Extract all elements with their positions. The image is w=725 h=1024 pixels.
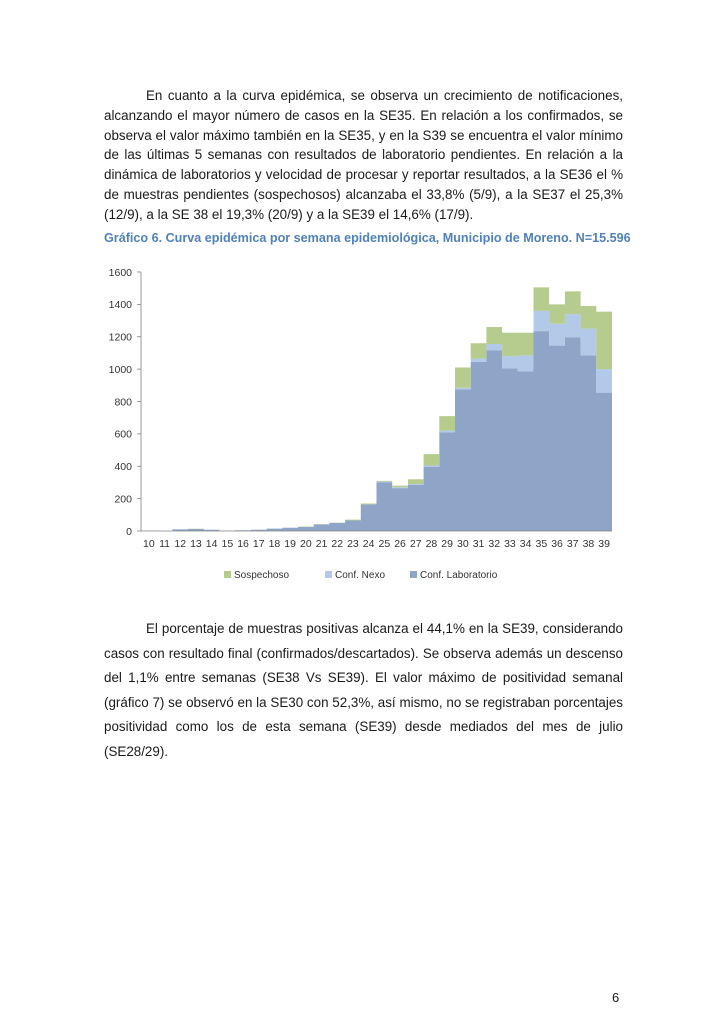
x-tick-label: 18 [268, 538, 281, 550]
paragraph-2-text: El porcentaje de muestras positivas alcanza el 44,1% en la SE39, considerando casos con resultado final (confirmados/descartados). Se observa además un descenso del 1,1% entre semanas (SE38 Vs SE39). El valor máximo de positividad semanal (gráfico 7) se observó en la SE30 con 52,3%, así mismo, no se registraban porcentajes positividad como los de esta semana (SE39) desde mediados del mes de julio (SE28/29). [104, 621, 623, 759]
legend-label: Conf. Nexo [335, 570, 386, 581]
x-tick-label: 39 [598, 538, 610, 550]
y-tick-label: 200 [114, 493, 132, 506]
x-tick-label: 23 [347, 538, 359, 550]
y-tick-label: 1200 [108, 331, 132, 344]
epidemic-curve-chart [104, 258, 624, 598]
x-tick-label: 28 [425, 538, 438, 550]
x-tick-label: 12 [174, 538, 187, 550]
x-tick-label: 36 [551, 538, 563, 550]
y-tick-label: 1400 [108, 299, 132, 312]
y-tick-label: 1000 [108, 363, 132, 376]
paragraph-1-text: En cuanto a la curva epidémica, se observa un crecimiento de notificaciones, alcanzando el mayor número de casos en la SE35. En relación a los confirmados, se observa el valor máximo también en la SE35, y en la S39 se encuentra el valor mínimo de las últimas 5 semanas con resultados de laboratorio pendientes. En relación a la dinámica de laboratorios y velocidad de procesar y reportar resultados, a la SE36 el % de muestras pendientes (sospechosos) alcanzaba el 33,8% (5/9), a la SE37 el 25,3% (12/9), a la SE 38 el 19,3% (20/9) y a la SE39 el 14,6% (17/9). [104, 88, 623, 222]
y-tick-label: 800 [114, 396, 132, 409]
y-tick-label: 400 [114, 461, 132, 474]
y-tick-label: 0 [126, 525, 132, 538]
x-tick-label: 37 [566, 538, 579, 550]
chart-canvas [104, 258, 624, 598]
x-tick-label: 27 [409, 538, 422, 550]
x-tick-label: 14 [205, 538, 218, 550]
x-tick-label: 30 [457, 538, 469, 550]
figure-caption: Gráfico 6. Curva epidémica por semana epidemiológica, Municipio de Moreno. N=15.596 [104, 231, 631, 245]
x-tick-label: 15 [221, 538, 234, 550]
legend-label: Conf. Laboratorio [420, 570, 498, 581]
x-tick-label: 38 [582, 538, 595, 550]
paragraph-epidemic-curve [104, 86, 623, 225]
x-tick-label: 13 [190, 538, 202, 550]
x-tick-label: 25 [378, 538, 391, 550]
x-tick-label: 31 [472, 538, 485, 550]
x-tick-label: 26 [394, 538, 406, 550]
page-number: 6 [612, 990, 620, 1005]
y-tick-label: 600 [114, 428, 132, 441]
x-tick-label: 24 [362, 538, 375, 550]
x-tick-label: 17 [252, 538, 265, 550]
x-tick-label: 32 [488, 538, 501, 550]
legend-swatch [410, 571, 417, 578]
x-tick-label: 35 [535, 538, 548, 550]
x-tick-label: 34 [519, 538, 532, 550]
y-tick-label: 1600 [108, 266, 132, 279]
legend-swatch [325, 571, 332, 578]
x-tick-label: 20 [300, 538, 312, 550]
x-tick-label: 10 [143, 538, 155, 550]
x-tick-label: 11 [159, 538, 171, 550]
x-tick-label: 16 [237, 538, 249, 550]
legend-label: Sospechoso [234, 570, 290, 581]
x-tick-label: 19 [284, 538, 296, 550]
legend-swatch [224, 571, 231, 578]
x-tick-label: 21 [315, 538, 328, 550]
paragraph-positivity [104, 617, 623, 765]
x-tick-label: 33 [504, 538, 516, 550]
x-tick-label: 29 [441, 538, 453, 550]
x-tick-label: 22 [331, 538, 344, 550]
